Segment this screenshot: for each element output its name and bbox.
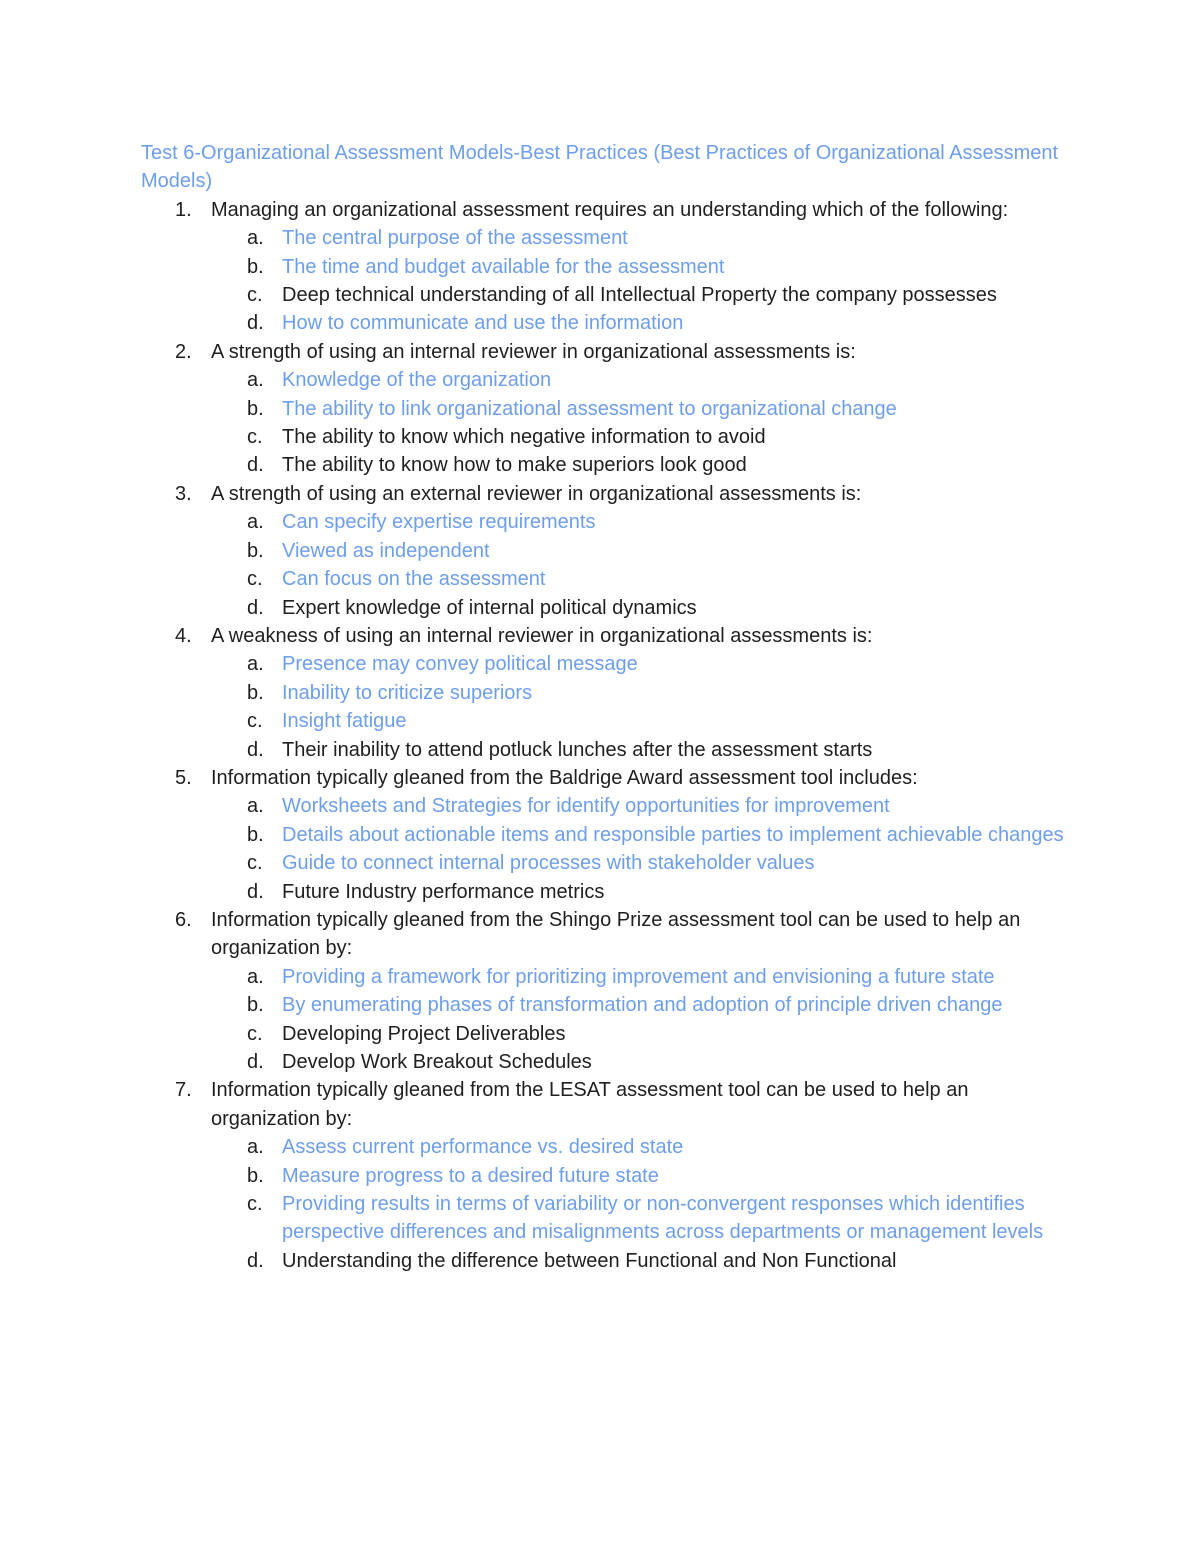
option-text: Develop Work Breakout Schedules [282,1051,592,1073]
question-number: 3. [175,482,192,505]
option-letter: c. [247,1022,263,1045]
answer-option [211,736,1071,764]
answer-option [211,594,1071,622]
option-text: Viewed as independent [282,539,490,562]
question-number: 2. [175,340,192,363]
answer-option [211,1162,1071,1190]
option-letter: a. [247,965,264,988]
option-text: Presence may convey political message [282,653,638,676]
option-letter: b. [247,823,264,846]
option-text: Details about actionable items and responsible parties to implement achievable changes [282,823,1064,846]
option-text: Worksheets and Strategies for identify opportunities for improvement [282,795,890,818]
option-letter: c. [247,426,263,449]
answer-option [211,707,1071,735]
answer-option [211,679,1071,707]
option-text: Inability to criticize superiors [282,681,533,704]
answer-option [211,537,1071,565]
question-item [141,1076,1071,1275]
question-number: 5. [175,766,192,789]
option-letter: d. [247,312,264,335]
answer-option [211,963,1071,991]
option-text: The ability to know which negative information to avoid [282,426,766,449]
answer-option [211,253,1071,281]
option-letter: c. [247,1193,263,1216]
option-letter: a. [247,1136,264,1159]
option-text: Deep technical understanding of all Intellectual Property the company possesses [282,284,997,307]
option-letter: b. [247,397,264,420]
question-item [141,622,1071,764]
option-text: The ability to link organizational assessment to organizational change [282,397,897,420]
option-list [211,508,1071,622]
option-list [211,650,1071,764]
answer-option [211,309,1071,337]
option-text: The central purpose of the assessment [282,227,628,250]
answer-option [211,849,1071,877]
option-text: Knowledge of the organization [282,369,552,392]
option-text: Expert knowledge of internal political dynamics [282,596,697,619]
answer-option [211,423,1071,451]
question-text: A weakness of using an internal reviewer in organizational assessments is: [211,624,873,647]
option-text: Developing Project Deliverables [282,1022,566,1045]
option-text: The ability to know how to make superiors look good [282,454,747,477]
option-text: How to communicate and use the information [282,312,684,335]
option-letter: d. [247,596,264,619]
answer-option [211,565,1071,593]
option-letter: d. [247,738,264,761]
option-letter: d. [247,1051,264,1073]
question-item [141,196,1071,338]
option-letter: b. [247,994,264,1017]
question-text: A strength of using an internal reviewer in organizational assessments is: [211,340,856,363]
question-number: 6. [175,908,192,931]
question-text: Information typically gleaned from the Baldrige Award assessment tool includes: [211,766,918,789]
option-letter: b. [247,255,264,278]
document-page [141,139,1071,1275]
question-item [141,338,1071,480]
question-text: Information typically gleaned from the LESAT assessment tool can be used to help an organization by: [211,1079,969,1130]
option-list [211,366,1071,480]
question-item [141,906,1071,1076]
option-letter: c. [247,710,263,733]
question-text: A strength of using an external reviewer in organizational assessments is: [211,482,862,505]
question-list [141,196,1071,1275]
option-text: The time and budget available for the assessment [282,255,725,278]
option-text: Understanding the difference between Functional and Non Functional [282,1249,897,1272]
option-letter: c. [247,284,263,307]
option-list [211,792,1071,906]
answer-option [211,991,1071,1019]
option-letter: b. [247,1164,264,1187]
answer-option [211,792,1071,820]
answer-option [211,366,1071,394]
answer-option [211,650,1071,678]
option-text: Providing results in terms of variability or non-convergent responses which identifies perspective differences and misalignments across departments or management levels [282,1193,1044,1244]
option-letter: a. [247,369,264,392]
answer-option [211,508,1071,536]
question-text: Information typically gleaned from the Shingo Prize assessment tool can be used to help an organization by: [211,908,1021,960]
option-letter: a. [247,227,264,250]
option-text: Their inability to attend potluck lunches after the assessment starts [282,738,873,761]
option-letter: b. [247,539,264,562]
question-number: 7. [175,1079,192,1102]
answer-option [211,1190,1071,1247]
option-letter: b. [247,681,264,704]
question-number: 1. [175,198,192,221]
option-text: Assess current performance vs. desired state [282,1136,684,1159]
option-letter: d. [247,1249,264,1272]
question-text: Managing an organizational assessment requires an understanding which of the following: [211,198,1009,221]
option-list [211,1133,1071,1275]
option-letter: c. [247,568,263,591]
answer-option [211,1020,1071,1048]
answer-option [211,1048,1071,1076]
option-list [211,963,1071,1077]
document-title: Test 6-Organizational Assessment Models-Best Practices (Best Practices of Organizational Assessment Models) [141,142,1059,193]
option-letter: d. [247,454,264,477]
answer-option [211,821,1071,849]
answer-option [211,395,1071,423]
option-letter: a. [247,795,264,818]
answer-option [211,878,1071,906]
option-text: Measure progress to a desired future state [282,1164,659,1187]
option-text: Insight fatigue [282,710,407,733]
option-text: Providing a framework for prioritizing improvement and envisioning a future state [282,965,995,988]
answer-option [211,281,1071,309]
option-text: Can specify expertise requirements [282,511,596,534]
option-text: Can focus on the assessment [282,568,546,591]
option-text: Guide to connect internal processes with stakeholder values [282,852,815,875]
option-letter: a. [247,653,264,676]
option-letter: a. [247,511,264,534]
option-list [211,224,1071,338]
question-number: 4. [175,624,192,647]
question-item [141,480,1071,622]
question-item [141,764,1071,906]
answer-option [211,1133,1071,1161]
option-letter: c. [247,852,263,875]
option-text: Future Industry performance metrics [282,880,605,903]
answer-option [211,224,1071,252]
option-text: By enumerating phases of transformation and adoption of principle driven change [282,994,1003,1017]
answer-option [211,451,1071,479]
option-letter: d. [247,880,264,903]
answer-option [211,1247,1071,1275]
